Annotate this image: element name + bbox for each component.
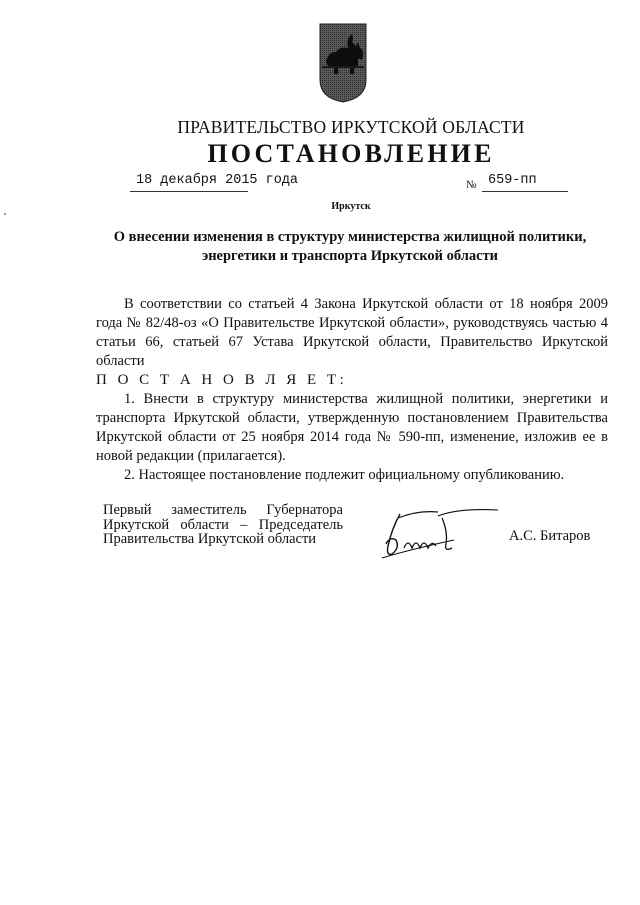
document-subject (90, 228, 610, 266)
document-body (96, 295, 608, 485)
item-2-paragraph: 2. Настоящее постановление подлежит официальному опубликованию. (124, 467, 565, 483)
signer-position-line-3: Правительства Иркутской области (103, 531, 317, 547)
organization-name: ПРАВИТЕЛЬСТВО ИРКУТСКОЙ ОБЛАСТИ (177, 117, 525, 137)
subject-line-1: О внесении изменения в структуру министерства жилищной политики, (113, 229, 587, 245)
item-1-paragraph: 1. Внести в структуру министерства жилищной политики, энергетики и транспорта Иркутской области, утвержденную постановлением Правительства Иркутской области от 25 ноября 2014 года № 590-пп, изменение, изложив ее в новой редакции (прилагается). (96, 391, 608, 464)
signer-position (103, 503, 343, 547)
signer-position-line-1: Первый заместитель Губернатора (103, 502, 343, 518)
date-underline (130, 191, 248, 192)
scan-speck (4, 213, 6, 215)
coat-of-arms-icon (318, 22, 368, 104)
handwritten-signature-icon (378, 504, 503, 564)
subject-line-2: энергетики и транспорта Иркутской области (201, 248, 499, 264)
city-name: Иркутск (331, 201, 371, 212)
preamble-paragraph: В соответствии со статьей 4 Закона Иркутской области от 18 ноября 2009 года № 82/48-оз «О Правительстве Иркутской области», руководствуясь частью 4 статьи 66, статьей 67 Устава Иркутской области, Правительство Иркутской области (96, 296, 608, 369)
document-type-title: ПОСТАНОВЛЕНИЕ (207, 139, 495, 168)
number-sign: № (466, 179, 477, 191)
document-date: 18 декабря 2015 года (136, 173, 299, 188)
signer-position-line-2: Иркутской области – Председатель (103, 516, 343, 533)
signer-name: А.С. Битаров (509, 528, 591, 544)
number-underline (482, 191, 568, 192)
document-number: 659-пп (488, 173, 537, 188)
resolve-heading: П О С Т А Н О В Л Я Е Т: (96, 372, 348, 388)
